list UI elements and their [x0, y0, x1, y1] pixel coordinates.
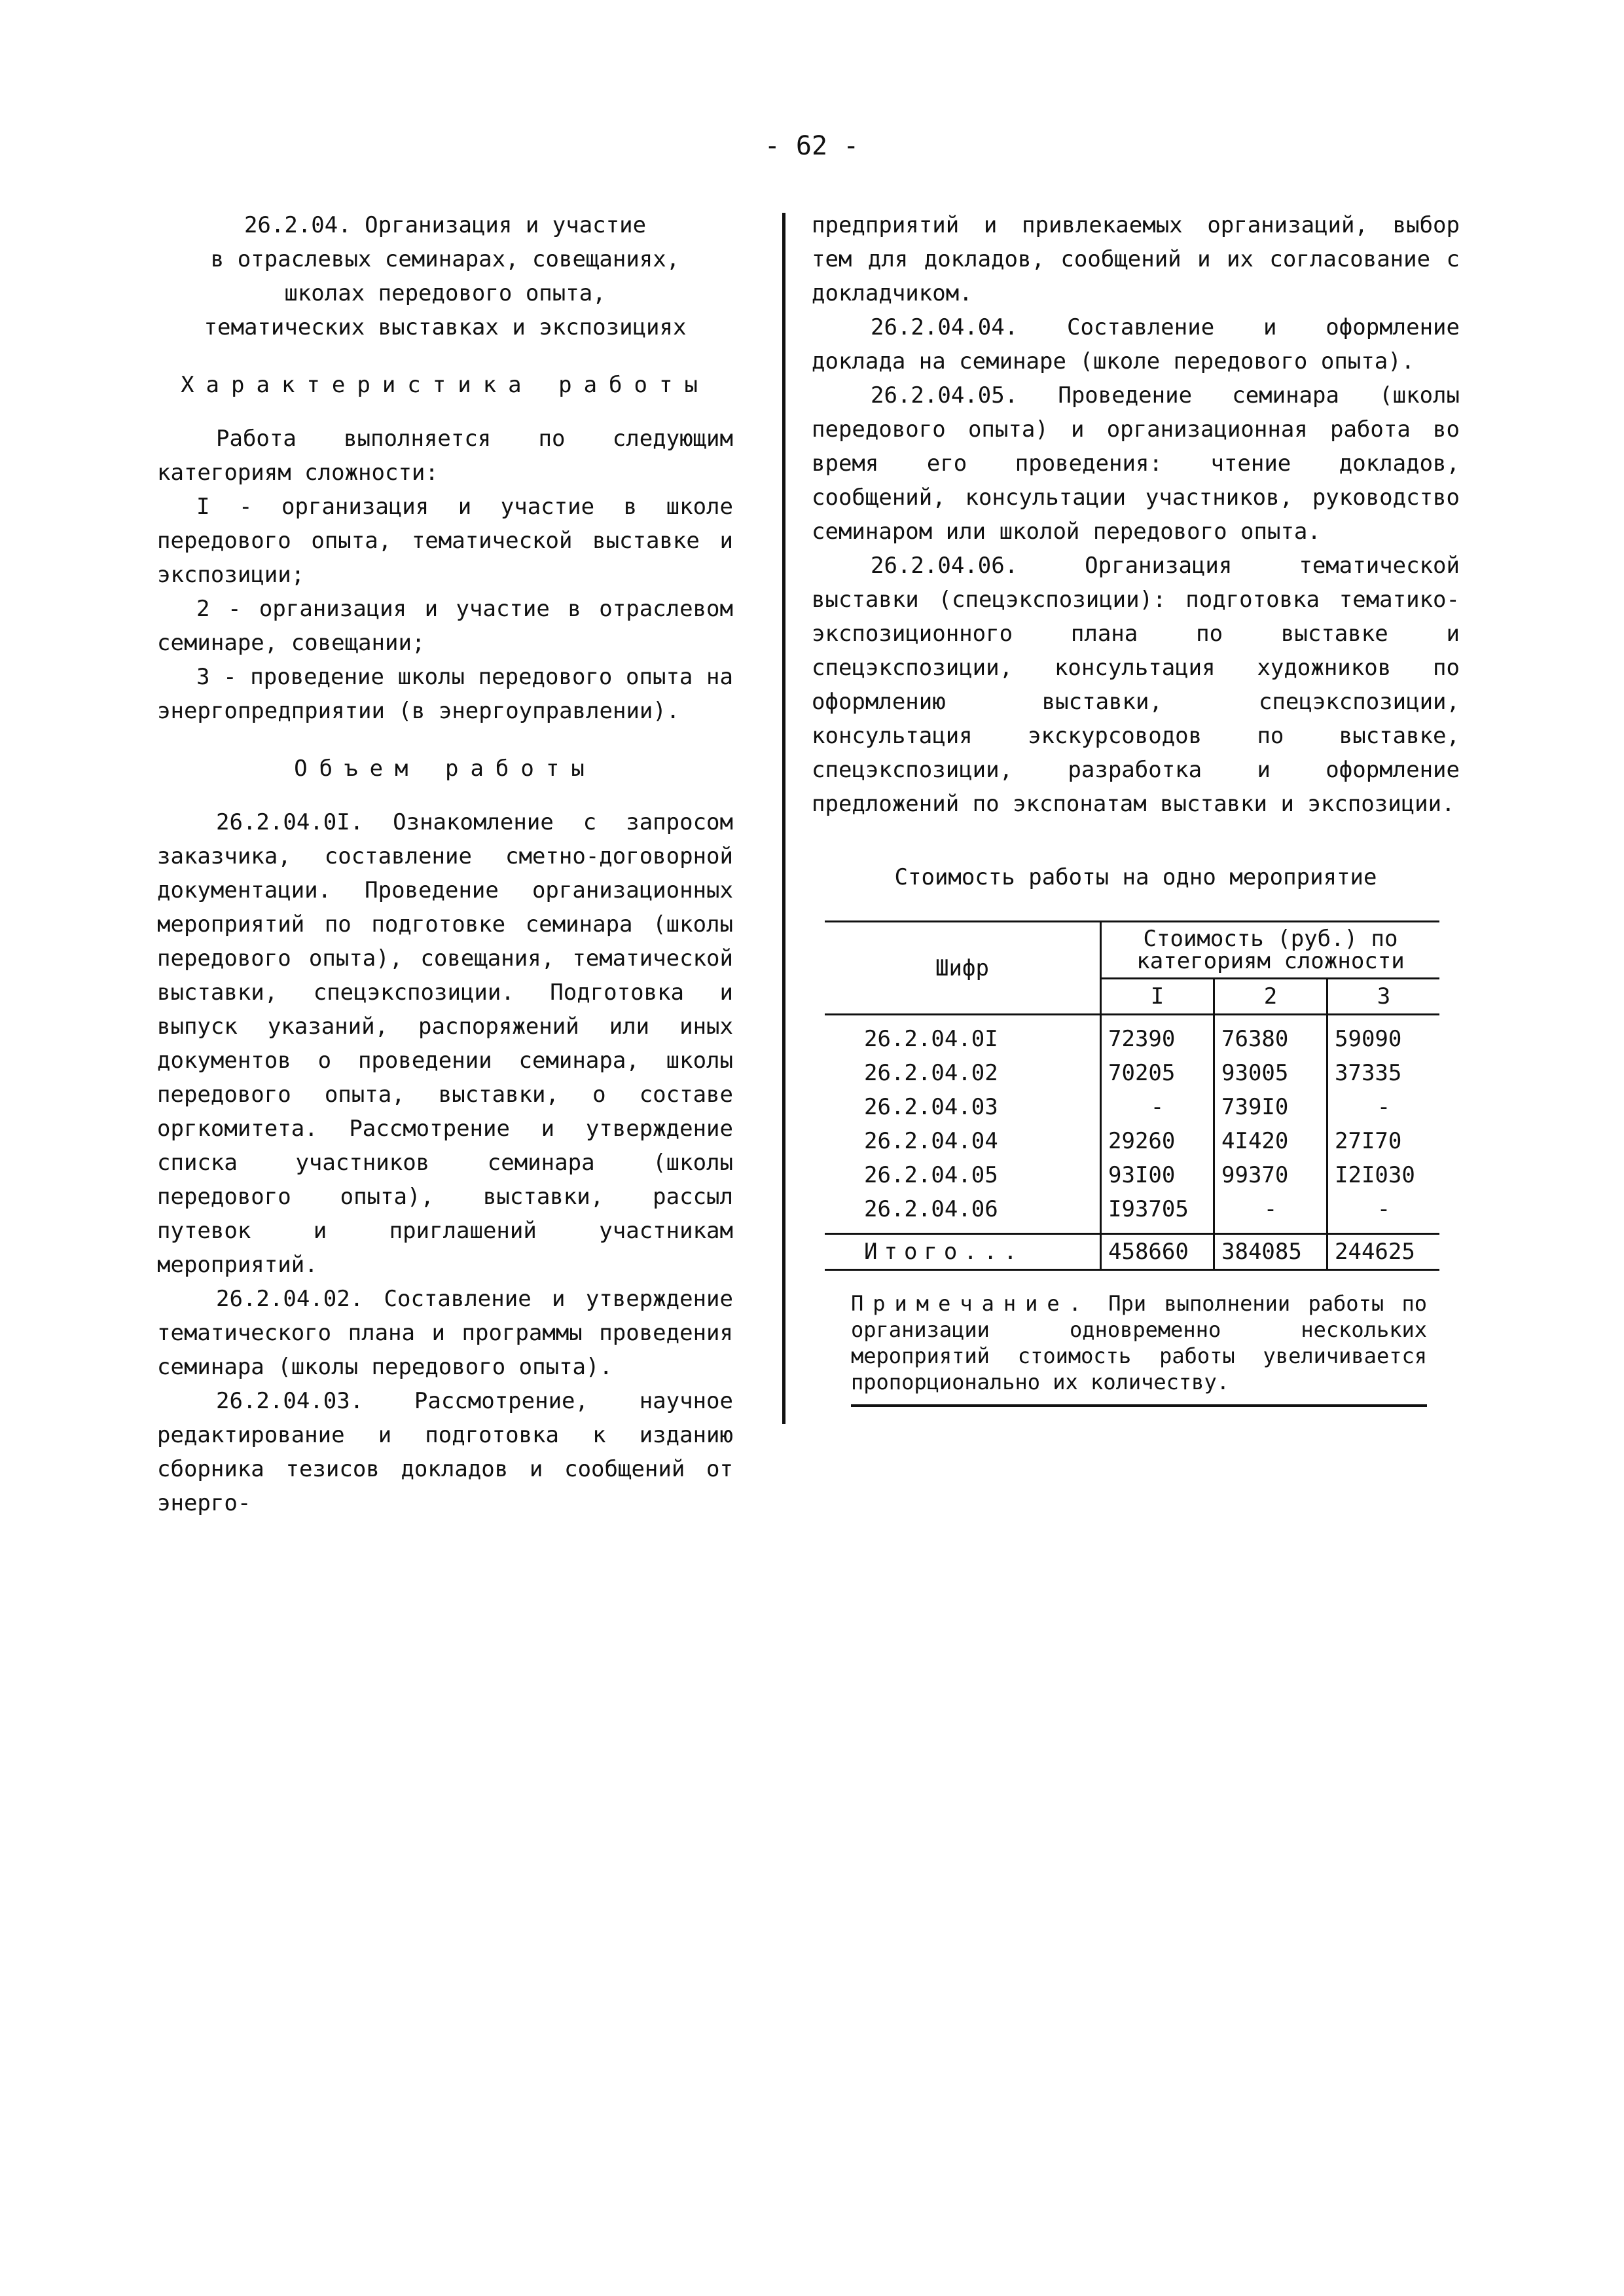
section-title — [157, 208, 733, 344]
cell-value: 70205 — [1101, 1056, 1214, 1090]
total-label: Итого... — [864, 1239, 1024, 1265]
column-divider — [782, 213, 785, 1424]
table-row — [825, 1192, 1439, 1234]
table-row — [825, 1090, 1439, 1124]
category-item: 2 - организация и участие в отраслевом семинаре, совещании; — [157, 596, 733, 656]
cell-value: 72390 — [1101, 1015, 1214, 1057]
characteristic-heading: Характеристика работы — [181, 372, 710, 398]
total-value: 458660 — [1101, 1234, 1214, 1270]
section-title-line: тематических выставках и экспозициях — [204, 314, 687, 340]
note-text: При выполнении работы по организации одновременно нескольких мероприятий стоимость работы увеличивается пропорционально их количеству. — [851, 1291, 1427, 1394]
cell-value: 99370 — [1214, 1158, 1327, 1192]
section-title-line: школах передового опыта, — [284, 280, 606, 306]
note-underline — [851, 1404, 1427, 1407]
work-item: 26.2.04.05. Проведение семинара (школы передового опыта) и организационная работа во время его проведения: чтение докладов, сообщений, консультации участников, руководство семинаром или школой передового опыта. — [812, 382, 1460, 545]
volume-heading: Объем работы — [294, 756, 596, 782]
table-title: Стоимость работы на одно мероприятие — [894, 864, 1377, 890]
cost-header: Стоимость (руб.) по категориям сложности — [1101, 922, 1440, 979]
row-code: 26.2.04.02 — [864, 1060, 998, 1086]
work-item: 26.2.04.02. Составление и утверждение тематического плана и программы проведения семинара (школы передового опыта). — [157, 1286, 733, 1380]
row-code: 26.2.04.03 — [864, 1094, 998, 1120]
cell-value: - — [1327, 1192, 1440, 1234]
section-title-line: в отраслевых семинарах, совещаниях, — [210, 246, 680, 272]
category-header: 3 — [1327, 979, 1440, 1015]
cell-value: 29260 — [1101, 1124, 1214, 1158]
page-number: - 62 - — [764, 131, 859, 161]
category-item: I - организация и участие в школе передового опыта, тематической выставке и экспозиции; — [157, 494, 733, 588]
cell-value: I2I030 — [1327, 1158, 1440, 1192]
cell-value: 93005 — [1214, 1056, 1327, 1090]
row-code: 26.2.04.06 — [864, 1196, 998, 1222]
work-item: 26.2.04.06. Организация тематической выставки (спецэкспозиции): подготовка тематико-экспозиционного плана по выставке и спецэкспозиции, консультация художников по оформлению выставки, спецэкспозиции, консультация экскурсоводов по выставке, спецэкспозиции, разработка и оформление предложений по экспонатам выставки и экспозиции. — [812, 553, 1460, 817]
total-value: 384085 — [1214, 1234, 1327, 1270]
continuation-text: предприятий и привлекаемых организаций, выбор тем для докладов, сообщений и их согласование с докладчиком. — [812, 212, 1460, 306]
work-item: 26.2.04.03. Рассмотрение, научное редактирование и подготовка к изданию сборника тезисов докладов и сообщений от энерго- — [157, 1388, 733, 1516]
work-item: 26.2.04.0I. Ознакомление с запросом заказчика, составление сметно-договорной документации. Проведение организационных мероприятий по подготовке семинара (школы передового опыта), совещания, тематической выставки, спецэкспозиции. Подготовка и выпуск указаний, распоряжений или иных документов о проведении семинара, школы передового опыта, выставки, о составе оргкомитета. Рассмотрение и утверждение списка участников семинара (школы передового опыта), выставки, рассыл путевок и приглашений участникам мероприятий. — [157, 809, 733, 1278]
work-item: 26.2.04.04. Составление и оформление доклада на семинаре (школе передового опыта). — [812, 314, 1460, 374]
cell-value: 59090 — [1327, 1015, 1440, 1057]
cell-value: - — [1101, 1090, 1214, 1124]
category-item: 3 - проведение школы передового опыта на энергопредприятии (в энергоуправлении). — [157, 664, 733, 724]
cell-value: - — [1214, 1192, 1327, 1234]
cell-value: - — [1327, 1090, 1440, 1124]
table-note — [851, 1290, 1427, 1395]
section-title-line: 26.2.04. Организация и участие — [244, 212, 647, 238]
row-code: 26.2.04.0I — [864, 1026, 998, 1052]
left-column — [157, 208, 733, 1520]
table-row — [825, 1158, 1439, 1192]
cell-value: 37335 — [1327, 1056, 1440, 1090]
row-code: 26.2.04.04 — [864, 1128, 998, 1154]
right-column — [812, 208, 1460, 1407]
row-code: 26.2.04.05 — [864, 1162, 998, 1188]
category-header: I — [1101, 979, 1214, 1015]
table-row — [825, 1056, 1439, 1090]
category-header: 2 — [1214, 979, 1327, 1015]
cost-table — [825, 920, 1439, 1271]
cell-value: 4I420 — [1214, 1124, 1327, 1158]
cell-value: 27I70 — [1327, 1124, 1440, 1158]
intro-paragraph: Работа выполняется по следующим категориям сложности: — [157, 426, 733, 486]
note-label: Примечание. — [851, 1291, 1091, 1316]
total-value: 244625 — [1327, 1234, 1440, 1270]
cell-value: I93705 — [1101, 1192, 1214, 1234]
total-row — [825, 1234, 1439, 1270]
table-row — [825, 1015, 1439, 1057]
cell-value: 76380 — [1214, 1015, 1327, 1057]
cell-value: 93I00 — [1101, 1158, 1214, 1192]
table-row — [825, 1124, 1439, 1158]
cell-value: 739I0 — [1214, 1090, 1327, 1124]
code-header: Шифр — [825, 922, 1101, 1015]
